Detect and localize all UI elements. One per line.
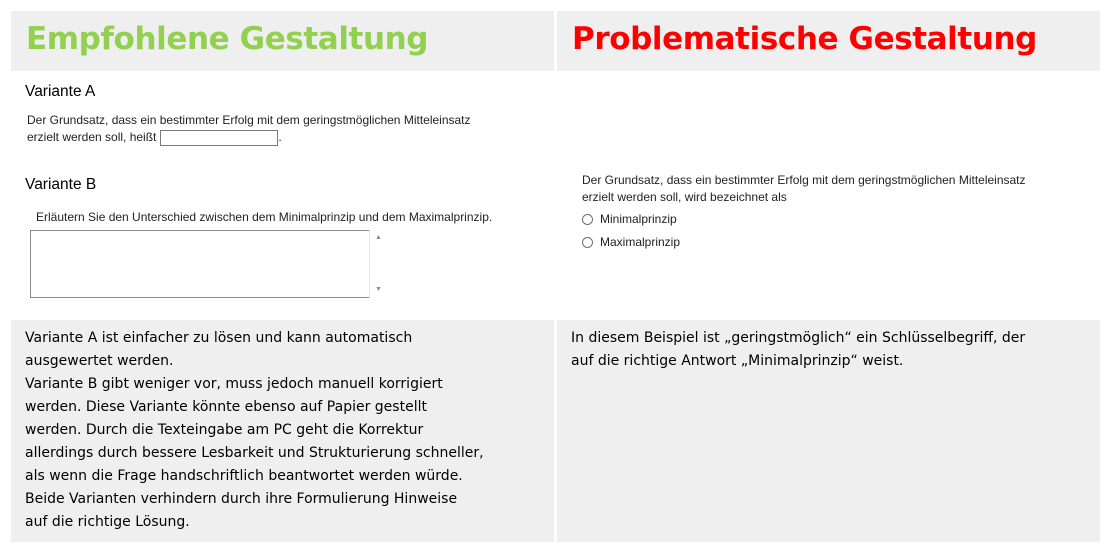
- variant-a-answer-input[interactable]: [160, 130, 278, 146]
- radio-button-icon[interactable]: [582, 214, 593, 225]
- radio-option-label: Minimalprinzip: [600, 212, 677, 226]
- recommended-description: [11, 320, 554, 542]
- problematic-example-panel: [557, 73, 1100, 318]
- description-line: auf die richtige Antwort „Minimalprinzip“ weist.: [571, 353, 904, 369]
- radio-option-minimalprinzip[interactable]: [582, 211, 677, 228]
- description-line: In diesem Beispiel ist „geringstmöglich“ ein Schlüsselbegriff, der: [571, 330, 1026, 346]
- variant-a-question-line1: Der Grundsatz, dass ein bestimmter Erfolg mit dem geringstmöglichen Mitteleinsatz: [27, 113, 471, 127]
- description-line: allerdings durch bessere Lesbarkeit und Strukturierung schneller,: [25, 445, 484, 461]
- description-line: werden. Durch die Texteingabe am PC geht die Korrektur: [25, 422, 424, 438]
- variant-a-label: Variante A: [25, 83, 96, 100]
- radio-option-maximalprinzip[interactable]: [582, 234, 680, 251]
- recommended-example-panel: [11, 73, 554, 318]
- variant-a-question-line2: erzielt werden soll, heißt: [27, 130, 157, 144]
- description-line: Variante A ist einfacher zu lösen und kann automatisch: [25, 330, 413, 346]
- comparison-table: [11, 11, 1100, 542]
- description-line: Beide Varianten verhindern durch ihre Formulierung Hinweise: [25, 491, 458, 507]
- variant-a-question-line2-row: [27, 129, 471, 146]
- problematic-description: [557, 320, 1100, 542]
- variant-b-answer-textarea[interactable]: [30, 230, 387, 298]
- recommended-header: Empfohlene Gestaltung: [11, 11, 554, 71]
- description-line: ausgewertet werden.: [25, 353, 174, 369]
- problematic-question-line2: erzielt werden soll, wird bezeichnet als: [582, 190, 787, 204]
- variant-b-question: Erläutern Sie den Unterschied zwischen dem Minimalprinzip und dem Maximalprinzip.: [36, 210, 493, 224]
- variant-b-scrollbar[interactable]: [369, 230, 387, 298]
- variant-b-label: Variante B: [25, 176, 97, 193]
- variant-a-question-suffix: .: [278, 130, 282, 144]
- description-line: auf die richtige Lösung.: [25, 514, 190, 530]
- problematic-question-line1: Der Grundsatz, dass ein bestimmter Erfolg mit dem geringstmöglichen Mitteleinsatz: [582, 173, 1026, 187]
- problematic-header: Problematische Gestaltung: [557, 11, 1100, 71]
- description-line: werden. Diese Variante könnte ebenso auf Papier gestellt: [25, 399, 427, 415]
- radio-option-label: Maximalprinzip: [600, 235, 681, 249]
- variant-a-question: [27, 112, 471, 146]
- radio-button-icon[interactable]: [582, 237, 593, 248]
- problematic-question: [582, 172, 1026, 206]
- scroll-up-arrow-icon[interactable]: ▲: [375, 234, 382, 241]
- description-line: als wenn die Frage handschriftlich beantwortet werden würde.: [25, 468, 463, 484]
- description-line: Variante B gibt weniger vor, muss jedoch manuell korrigiert: [25, 376, 443, 392]
- scroll-down-arrow-icon[interactable]: ▼: [375, 286, 382, 293]
